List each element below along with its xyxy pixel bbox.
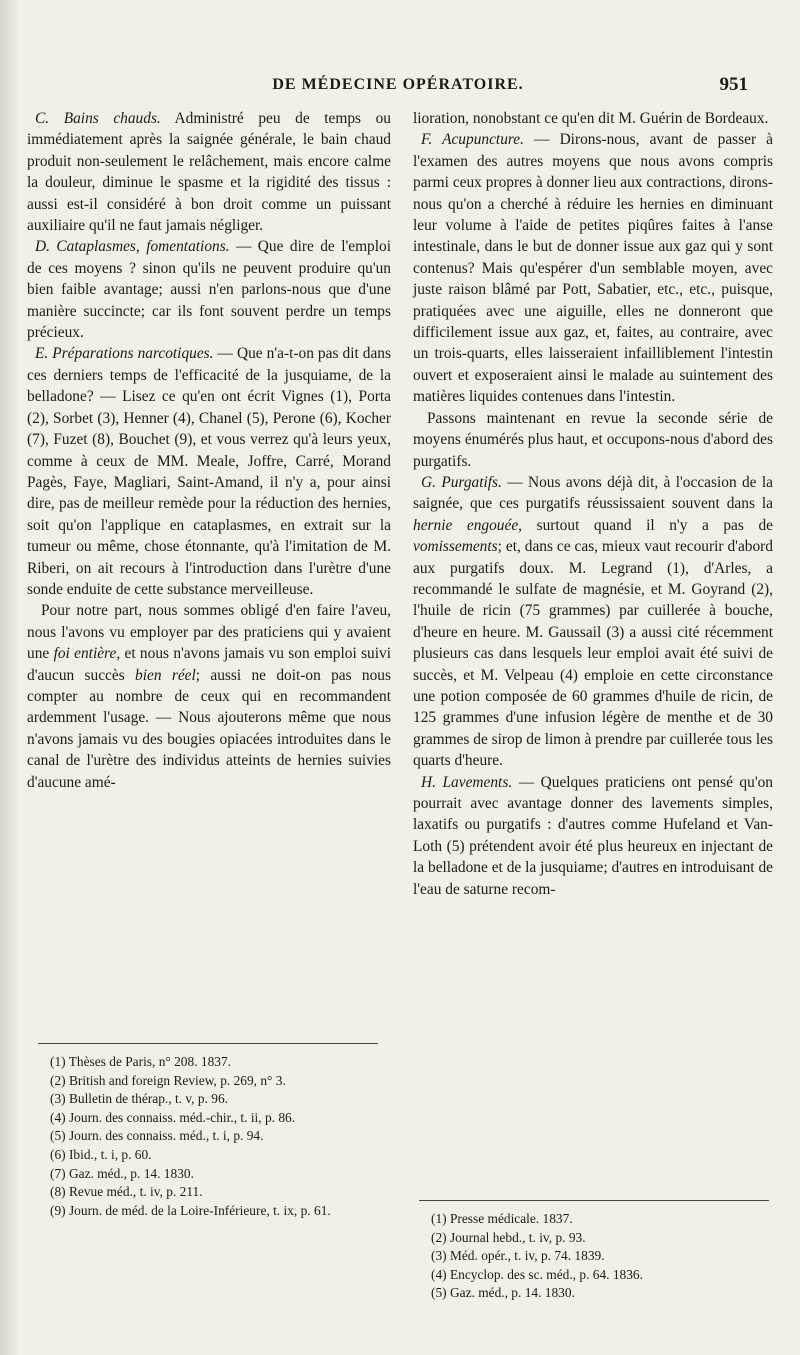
italic-run: hernie engouée	[413, 516, 519, 534]
right-footnotes	[419, 1210, 769, 1303]
footnote: (4) Journ. des connaiss. méd.-chir., t. ii, p. 86.	[50, 1109, 296, 1125]
text-run: , et nous n'avons jamais vu son emploi suivi d'aucun succès	[27, 645, 391, 684]
section-text: Administré peu de temps ou immédiatement après la saignée générale, le bain chaud produit non-seulement le relâchement, mais encore calme la douleur, diminue le spasme et la rigidité des tissus : aussi est-il considéré à bon droit comme un puissant auxiliaire qu'il ne faut jamais négliger.	[27, 110, 391, 235]
italic-run: bien réel	[135, 666, 196, 684]
left-footnotes	[38, 1053, 378, 1220]
running-head: DE MÉDECINE OPÉRATOIRE.	[272, 76, 524, 93]
section-acupuncture	[413, 129, 773, 407]
text-run: ; aussi ne doit-on pas nous compter au nombre de ceux qui en recommandent ardemment l'usage. — Nous ajouterons même que nous n'avons jamais vu des bougies opiacées introduites dans le canal de l'urètre des individus atteints de hernies suivies d'aucune amé-	[27, 666, 391, 791]
right-column	[413, 108, 773, 900]
section-heading: E. Préparations narcotiques.	[35, 345, 214, 363]
paragraph-notre-part	[27, 600, 391, 793]
section-heading: C. Bains chauds.	[35, 110, 161, 127]
section-text: — Dirons-nous, avant de passer à l'examen des autres moyens que nous avons compris parmi ceux propres à donner lieu aux contractions, dirons-nous qu'on a cherché à réduire les hernies en diminuant leur volume à l'aide de petites piqûres faites à l'anse intestinale, dans le but de donner issue aux gaz qui y sont contenus? Mais qu'espérer d'un semblable moyen, avec juste raison blâmé par Pott, Sabatier, etc., etc., puisque, pratiquées avec une aiguille, elles ne donneront que difficilement issue aux gaz, et, faites, au contraire, avec un trois-quarts, elles laisseraient infailliblement l'intestin ouvert et exposeraient ainsi le malade au suintement des matières liquides contenues dans l'intestin.	[413, 131, 774, 406]
section-heading: H. Lavements.	[421, 773, 513, 791]
section-cataplasmes	[27, 236, 391, 343]
italic-run: foi entière	[53, 645, 117, 663]
footnote: (7) Gaz. méd., p. 14. 1830.	[50, 1165, 194, 1181]
section-text: — Que n'a-t-on pas dit dans ces derniers temps de l'efficacité de la jusquiame, de la belladone? — Lisez ce qu'en ont écrit Vignes (1), Porta (2), Sorbet (3), Henner (4), Chanel (5), Perone (6), Kocher (7), Fuzet (8), Bouchet (9), et vous verrez qu'à leurs yeux, comme à ceux de MM. Meale, Joffre, Carré, Morand Pagès, Faye, Magliari, Saint-Amand, il n'y a, pour ainsi dire, pas de meilleur remède pour la réduction des hernies, soit qu'on l'applique en cataplasmes, en extrait sur la tumeur ou même, chose étonnante, qu'à l'imitation de M. Riberi, on ait recours à l'introduction dans l'urètre d'une sonde enduite de cette substance merveilleuse.	[27, 345, 391, 598]
footnote: (3) Méd. opér., t. iv, p. 74. 1839.	[431, 1248, 605, 1264]
footnote-rule-right	[419, 1200, 769, 1201]
section-heading: D. Cataplasmes, fomentations.	[35, 238, 230, 256]
page-header	[0, 76, 800, 100]
footnote: (2) British and foreign Review, p. 269, n° 3.	[50, 1072, 286, 1088]
footnote: (5) Journ. des connaiss. méd., t. i, p. 94.	[50, 1128, 264, 1144]
section-narcotiques	[27, 343, 391, 600]
page-number: 951	[719, 74, 748, 95]
footnote: (5) Gaz. méd., p. 14. 1830.	[431, 1285, 575, 1301]
section-bains-chauds	[27, 108, 391, 236]
text-run: — Nous avons déjà dit, à l'occasion de la saignée, que ces purgatifs réussissaient souvent dans la	[413, 473, 773, 513]
footnote: (2) Journal hebd., t. iv, p. 93.	[431, 1229, 586, 1245]
footnote: (9) Journ. de méd. de la Loire-Inférieure, t. ix, p. 61.	[50, 1202, 331, 1218]
paragraph-passons: Passons maintenant en revue la seconde série de moyens énumérés plus haut, et occupons-nous d'abord des purgatifs.	[413, 409, 773, 470]
footnote: (6) Ibid., t. i, p. 60.	[50, 1146, 152, 1162]
text-run: Pour notre part, nous sommes obligé d'en faire l'aveu, nous l'avons vu employer par des praticiens qui y avaient une	[27, 602, 391, 663]
footnote: (4) Encyclop. des sc. méd., p. 64. 1836.	[431, 1266, 643, 1282]
section-heading: G. Purgatifs.	[421, 473, 502, 491]
section-purgatifs	[413, 472, 773, 772]
footnote: (1) Thèses de Paris, n° 208. 1837.	[50, 1054, 232, 1069]
left-column	[27, 108, 391, 793]
section-heading: F. Acupuncture.	[421, 131, 524, 149]
italic-run: vomissements	[413, 538, 498, 556]
scan-edge	[0, 0, 20, 1355]
section-text: — Quelques praticiens ont pensé qu'on pourrait avec avantage donner des lavements simples, laxatifs ou purgatifs : d'autres comme Hufeland et Van-Loth (5) prétendent avoir été plus heureux en injectant de la belladone et de la jusquiame; d'autres en introduisant de l'eau de saturne recom-	[413, 773, 773, 898]
footnote: (8) Revue méd., t. iv, p. 211.	[50, 1184, 203, 1200]
section-text: — Que dire de l'emploi de ces moyens ? sinon qu'ils ne peuvent produire qu'un bien faible avantage; aussi n'en parlons-nous que d'une manière succincte; car ils font souvent perdre un temps précieux.	[27, 238, 391, 342]
section-lavements	[413, 772, 773, 900]
text-run: ; et, dans ce cas, mieux vaut recourir d'abord aux purgatifs doux. M. Legrand (1), d'Arles, a recommandé le sulfate de magnésie, et M. Goyrand (2), l'huile de ricin (75 grammes) par cuillerée à bouche, d'heure en heure. M. Gaussail (3) a aussi cité récemment plusieurs cas dans lesquels leur emploi avait été suivi de succès, et M. Velpeau (4) emploie en cette circonstance une potion composée de 60 grammes d'huile de ricin, de 125 grammes d'une infusion légère de menthe et de 30 grammes de sirop de limon à prendre par cuillerée tous les quarts d'heure.	[413, 538, 773, 770]
footnote: (1) Presse médicale. 1837.	[431, 1211, 573, 1226]
footnote: (3) Bulletin de thérap., t. v, p. 96.	[50, 1091, 229, 1107]
paragraph-continuation: lioration, nonobstant ce qu'en dit M. Guérin de Bordeaux.	[413, 110, 769, 127]
text-run: , surtout quand il n'y a pas de	[518, 516, 773, 534]
footnote-rule-left	[38, 1043, 378, 1044]
